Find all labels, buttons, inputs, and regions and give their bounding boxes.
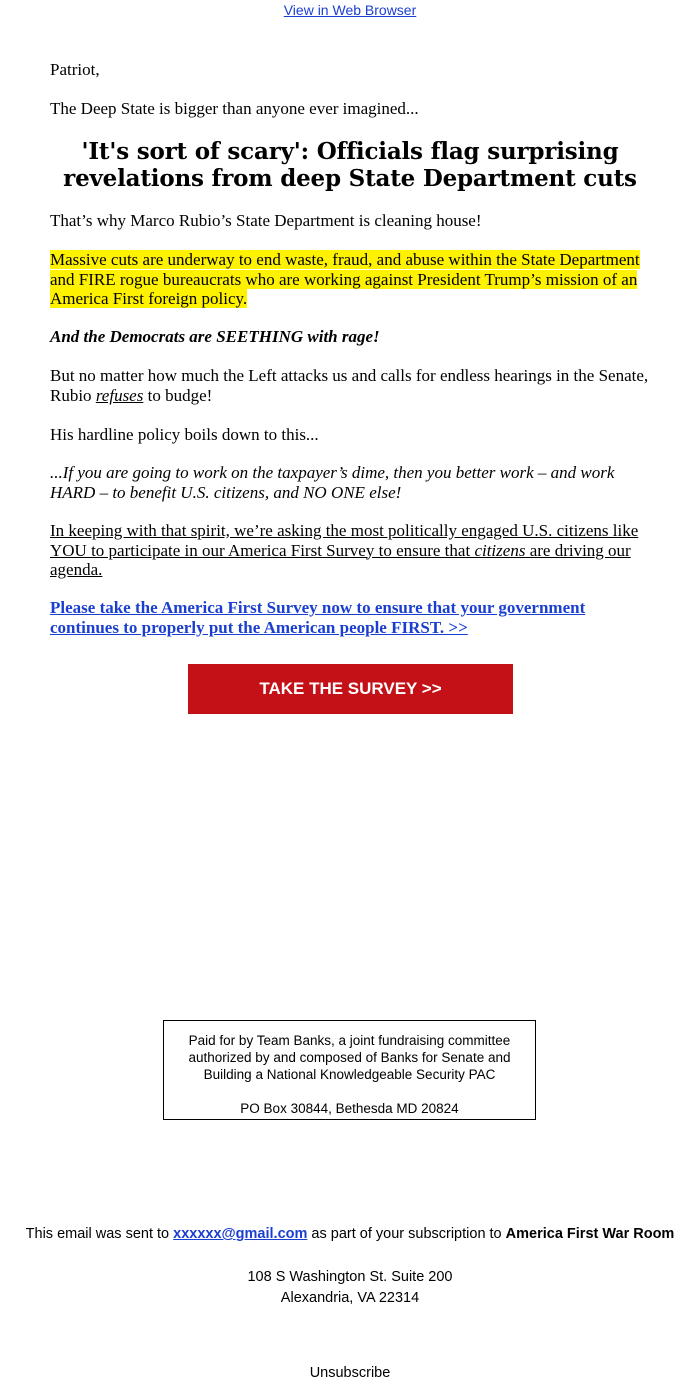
take-survey-button[interactable]: TAKE THE SURVEY >>: [188, 664, 513, 714]
recipient-email-link[interactable]: xxxxxx@gmail.com: [173, 1226, 308, 1242]
unsubscribe-bar: [0, 1365, 700, 1381]
paragraph-2-highlighted: [50, 250, 655, 309]
highlighted-text: Massive cuts are underway to end waste, fraud, and abuse within the State Department and FIRE rogue bureaucrats who are working against President Trump’s mission of an America First foreign policy.: [50, 250, 640, 308]
subscription-notice: [0, 1226, 700, 1242]
p4-before: But no matter how much the Left attacks us and calls for endless hearings in the Senate, Rubio: [50, 366, 649, 405]
sent-middle: as part of your subscription to: [307, 1226, 506, 1242]
paragraph-6: ...If you are going to work on the taxpayer’s dime, then you better work – and work HARD – to benefit U.S. citizens, and NO ONE else!: [50, 463, 615, 502]
paragraph-3: And the Democrats are SEETHING with rage!: [50, 327, 380, 346]
p7-before: In keeping with that spirit, we’re asking the most politically engaged U.S. citizens like YOU to participate in our America First Survey to ensure that: [50, 521, 639, 560]
view-in-browser-link[interactable]: View in Web Browser: [283, 2, 417, 18]
p7-after: are driving our agenda.: [50, 540, 631, 579]
organization-name: America First War Room: [505, 1226, 675, 1242]
p4-after: to budge!: [143, 385, 213, 405]
paid-for-disclaimer: [163, 1020, 536, 1120]
disclaimer-address: PO Box 30844, Bethesda MD 20824: [240, 1101, 459, 1116]
footer-address-line-2: Alexandria, VA 22314: [280, 1290, 420, 1306]
footer-address: [0, 1267, 700, 1309]
paragraph-7: [50, 521, 655, 580]
view-in-browser-bar: [0, 2, 700, 18]
survey-cta-link[interactable]: Please take the America First Survey now to ensure that your government continues to properly put the American people FIRST. >>: [50, 598, 586, 637]
p4-emphasis: refuses: [95, 385, 144, 405]
paid-for-text: Paid for by Team Banks, a joint fundraising committee authorized by and composed of Banks for Senate and Building a National Knowledgeable Security PAC: [188, 1033, 511, 1082]
sent-prefix: This email was sent to: [25, 1226, 174, 1242]
paragraph-5: His hardline policy boils down to this...: [50, 425, 319, 444]
unsubscribe-link[interactable]: Unsubscribe: [309, 1365, 391, 1381]
paragraph-1: That’s why Marco Rubio’s State Department is cleaning house!: [50, 211, 482, 230]
intro-text: The Deep State is bigger than anyone ever imagined...: [50, 99, 419, 118]
p7-emphasis: citizens: [474, 540, 526, 560]
greeting: Patriot,: [50, 60, 100, 79]
cta-paragraph: [50, 598, 655, 637]
paragraph-4: [50, 366, 655, 405]
footer-address-line-1: 108 S Washington St. Suite 200: [247, 1269, 453, 1285]
headline: 'It's sort of scary': Officials flag surprising revelations from deep State Department cuts: [63, 138, 637, 192]
